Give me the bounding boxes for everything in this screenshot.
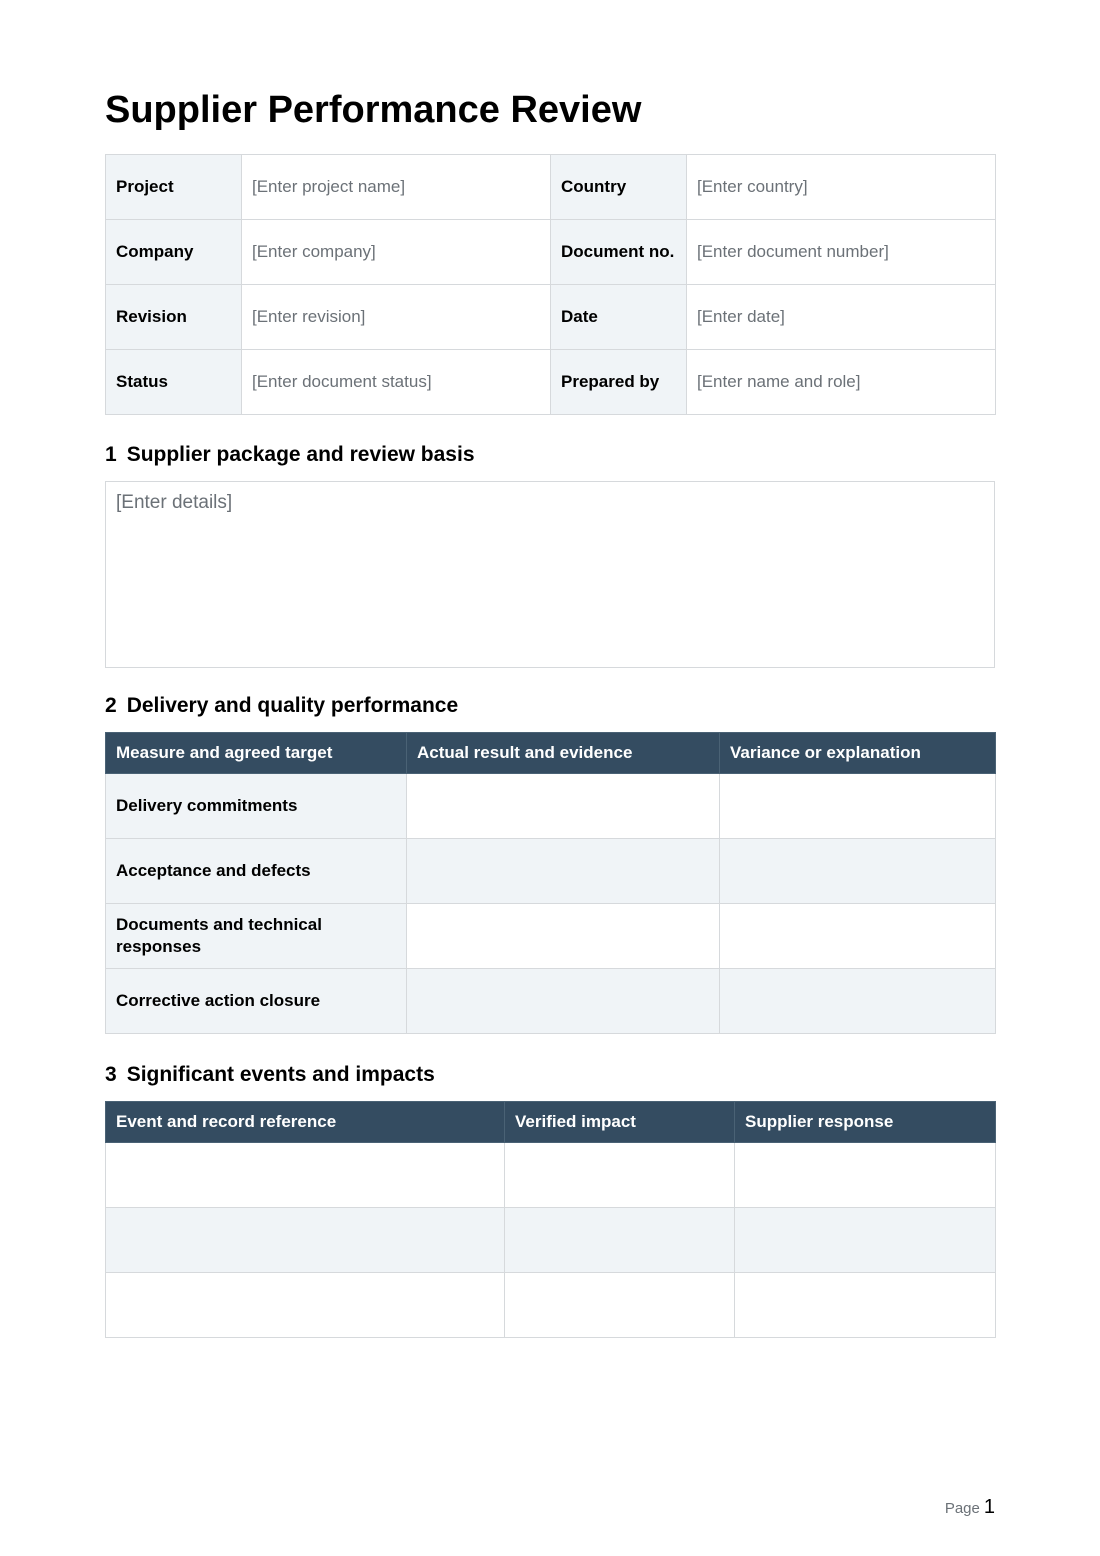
column-header-response: Supplier response: [735, 1102, 996, 1143]
company-label: Company: [106, 220, 242, 285]
company-field[interactable]: [Enter company]: [242, 220, 551, 285]
date-field[interactable]: [Enter date]: [687, 285, 996, 350]
section-1-number: 1: [105, 443, 117, 466]
performance-header-row: [106, 733, 996, 774]
measure-cell: Acceptance and defects: [106, 839, 407, 904]
table-row: [106, 839, 996, 904]
page-number: 1: [983, 1496, 995, 1518]
column-header-actual: Actual result and evidence: [407, 733, 720, 774]
section-3-number: 3: [105, 1063, 117, 1086]
revision-label: Revision: [106, 285, 242, 350]
impact-cell[interactable]: [505, 1143, 735, 1208]
country-field[interactable]: [Enter country]: [687, 155, 996, 220]
status-field[interactable]: [Enter document status]: [242, 350, 551, 415]
variance-cell[interactable]: [720, 839, 996, 904]
response-cell[interactable]: [735, 1143, 996, 1208]
document-info-table: [105, 154, 996, 415]
revision-field[interactable]: [Enter revision]: [242, 285, 551, 350]
actual-cell[interactable]: [407, 774, 720, 839]
section-2-heading: [105, 692, 458, 720]
table-row: [106, 969, 996, 1034]
section-2-number: 2: [105, 694, 117, 717]
section-3-heading: [105, 1061, 435, 1089]
column-header-event: Event and record reference: [106, 1102, 505, 1143]
review-basis-details-field[interactable]: [105, 481, 995, 668]
section-3-title: Significant events and impacts: [126, 1063, 435, 1086]
info-row-status: [106, 350, 996, 415]
table-row: [106, 1273, 996, 1338]
info-row-project: [106, 155, 996, 220]
section-1-title: Supplier package and review basis: [126, 443, 475, 466]
page-label: Page: [944, 1500, 980, 1517]
actual-cell[interactable]: [407, 839, 720, 904]
project-label: Project: [106, 155, 242, 220]
details-placeholder: [Enter details]: [116, 492, 233, 513]
document-number-label: Document no.: [551, 220, 687, 285]
variance-cell[interactable]: [720, 969, 996, 1034]
project-field[interactable]: [Enter project name]: [242, 155, 551, 220]
variance-cell[interactable]: [720, 774, 996, 839]
table-row: [106, 774, 996, 839]
event-cell[interactable]: [106, 1143, 505, 1208]
variance-cell[interactable]: [720, 904, 996, 969]
response-cell[interactable]: [735, 1208, 996, 1273]
measure-cell: Delivery commitments: [106, 774, 407, 839]
page-title: Supplier Performance Review: [105, 89, 642, 131]
table-row: [106, 1143, 996, 1208]
prepared-by-field[interactable]: [Enter name and role]: [687, 350, 996, 415]
events-table: [105, 1101, 996, 1338]
country-label: Country: [551, 155, 687, 220]
section-1-heading: [105, 441, 475, 469]
status-label: Status: [106, 350, 242, 415]
event-cell[interactable]: [106, 1273, 505, 1338]
section-2-title: Delivery and quality performance: [126, 694, 459, 717]
page-footer: [945, 1496, 995, 1519]
prepared-by-label: Prepared by: [551, 350, 687, 415]
event-cell[interactable]: [106, 1208, 505, 1273]
measure-cell: Corrective action closure: [106, 969, 407, 1034]
events-header-row: [106, 1102, 996, 1143]
column-header-variance: Variance or explanation: [720, 733, 996, 774]
document-number-field[interactable]: [Enter document number]: [687, 220, 996, 285]
impact-cell[interactable]: [505, 1273, 735, 1338]
performance-table: [105, 732, 996, 1034]
table-row: [106, 904, 996, 969]
table-row: [106, 1208, 996, 1273]
measure-cell: Documents and technical responses: [106, 904, 407, 969]
actual-cell[interactable]: [407, 969, 720, 1034]
actual-cell[interactable]: [407, 904, 720, 969]
impact-cell[interactable]: [505, 1208, 735, 1273]
date-label: Date: [551, 285, 687, 350]
info-row-revision: [106, 285, 996, 350]
info-row-company: [106, 220, 996, 285]
column-header-impact: Verified impact: [505, 1102, 735, 1143]
column-header-measure: Measure and agreed target: [106, 733, 407, 774]
response-cell[interactable]: [735, 1273, 996, 1338]
